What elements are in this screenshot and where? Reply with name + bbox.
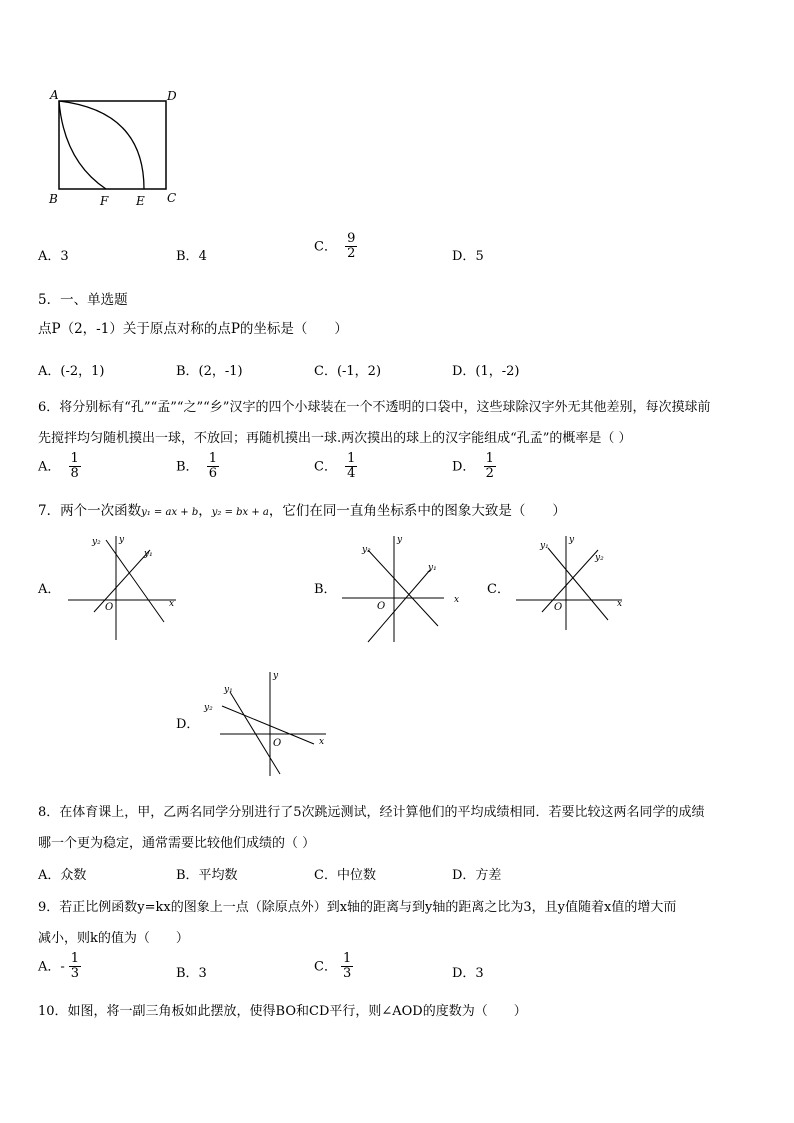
svg-text:y₂: y₂ <box>595 553 604 563</box>
q5-option-c: C．(-1，2) <box>314 364 382 379</box>
q7-graph-b <box>340 532 465 652</box>
svg-text:y₁: y₁ <box>144 549 153 559</box>
q5-option-a: A．(-2，1) <box>38 364 105 379</box>
q5-header: 5．一、单选题 <box>38 292 128 308</box>
svg-text:y₂: y₂ <box>362 545 371 555</box>
label-a: A <box>50 88 59 102</box>
q10-line-1: 10．如图，将一副三角板如此摆放，使得BO和CD平行，则∠AOD的度数为（ ） <box>38 1004 527 1019</box>
q8-option-a: A．众数 <box>38 868 87 883</box>
q6-option-b: B． $\frac{1}{6}$ <box>176 451 217 482</box>
q4-option-d: D．5 <box>452 249 484 264</box>
q9-option-d: D．3 <box>452 966 484 981</box>
q8-line-1: 8．在体育课上，甲，乙两名同学分别进行了5次跳远测试，经计算他们的平均成绩相同．若要比较这两名同学的成绩 <box>38 805 705 820</box>
q8-option-d: D．方差 <box>452 868 502 883</box>
q5-option-d: D．(1，-2) <box>452 364 520 379</box>
q6-option-d: D． $\frac{1}{2}$ <box>452 451 494 482</box>
svg-text:x: x <box>169 599 175 609</box>
svg-text:y: y <box>273 671 279 681</box>
q8-option-b: B．平均数 <box>176 868 238 883</box>
q9-line-2: 减小，则k的值为（ ） <box>38 931 189 946</box>
q7-option-a-label: A． <box>38 582 61 597</box>
q9-option-a: A．- $\frac{1}{3}$ <box>38 951 80 982</box>
svg-text:y₂: y₂ <box>92 537 101 547</box>
q6-option-c: C． $\frac{1}{4}$ <box>314 451 356 482</box>
svg-text:O: O <box>273 738 282 749</box>
q9-line-1: 9．若正比例函数y=kx的图象上一点（除原点外）到x轴的距离与到y轴的距离之比为3，且y值随着x值的增大而 <box>38 900 677 915</box>
svg-text:O: O <box>377 601 386 612</box>
q9-option-b: B．3 <box>176 966 207 981</box>
svg-text:y₁: y₁ <box>224 685 233 695</box>
rectangle-arc-figure <box>44 86 184 210</box>
label-f: F <box>100 194 109 208</box>
q8-line-2: 哪一个更为稳定，通常需要比较他们成绩的（ ） <box>38 836 316 851</box>
q7-option-d-label: D． <box>176 717 200 732</box>
q6-line-1: 6．将分别标有“孔”“孟”“之”“乡”汉字的四个小球装在一个不透明的口袋中，这些球除汉字外无其他差别，每次摸球前 <box>38 400 711 415</box>
q7-option-c-label: C． <box>487 582 510 597</box>
svg-text:y: y <box>569 535 575 545</box>
q8-option-c: C．中位数 <box>314 868 376 883</box>
q4-option-b: B．4 <box>176 249 207 264</box>
label-e: E <box>136 194 145 208</box>
q6-line-2: 先搅拌均匀随机摸出一球，不放回；再随机摸出一球.两次摸出的球上的汉字能组成“孔孟”的概率是（ ） <box>38 431 632 446</box>
q5-option-b: B．(2，-1) <box>176 364 243 379</box>
q7-stem: 7．两个一次函数y₁ = ax + b，y₂ = bx + a，它们在同一直角坐标系中的图象大致是（ ） <box>38 503 566 519</box>
label-d: D <box>167 89 177 103</box>
q7-graph-a <box>64 532 184 642</box>
q7-graph-d <box>202 668 332 778</box>
fraction: $\frac{9}{2}$ <box>347 231 356 262</box>
svg-text:y: y <box>397 535 403 545</box>
svg-text:y₁: y₁ <box>540 541 549 551</box>
q5-stem: 点P（2，-1）关于原点对称的点P的坐标是（ ） <box>38 321 348 337</box>
q7-option-b-label: B． <box>314 582 337 597</box>
svg-text:y₁: y₁ <box>428 563 437 573</box>
q9-option-c: C． $\frac{1}{3}$ <box>314 951 352 982</box>
svg-text:x: x <box>454 595 460 605</box>
svg-text:x: x <box>319 737 325 747</box>
svg-text:O: O <box>105 602 114 613</box>
q7-graph-c <box>512 532 632 632</box>
label-c: C <box>167 191 177 205</box>
q6-option-a: A． $\frac{1}{8}$ <box>38 451 79 482</box>
svg-text:x: x <box>617 599 623 609</box>
svg-text:O: O <box>554 602 563 613</box>
svg-text:y₂: y₂ <box>204 703 213 713</box>
q4-option-a: A．3 <box>38 249 69 264</box>
q4-option-c: C． $\frac{9}{2}$ <box>314 231 356 262</box>
label-b: B <box>49 192 58 206</box>
svg-text:y: y <box>119 535 125 545</box>
